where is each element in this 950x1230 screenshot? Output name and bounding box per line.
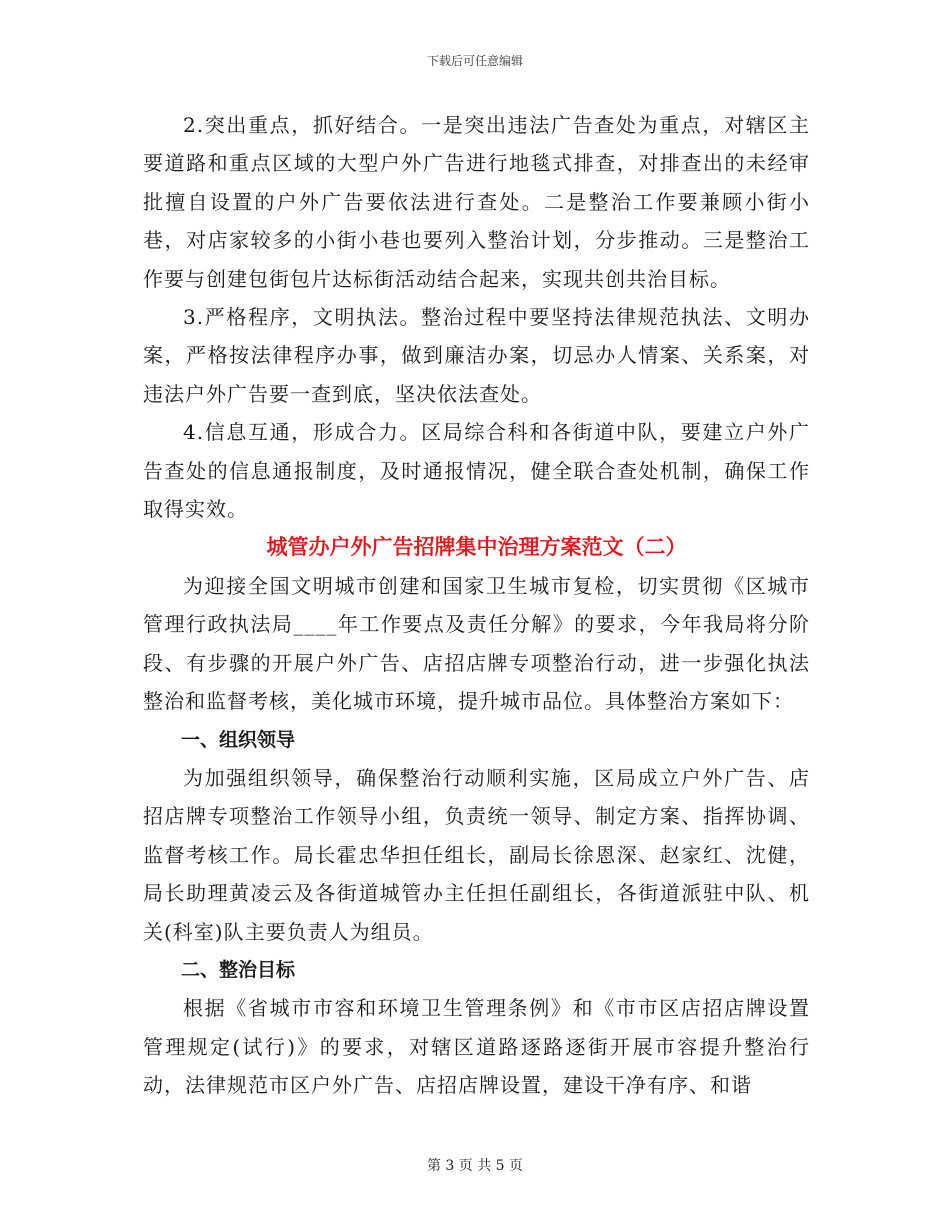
paragraph-point-4: 4.信息互通，形成合力。区局综合科和各街道中队，要建立户外广告查处的信息通报制度，及时通报情况，健全联合查处机制，确保工作取得实效。 (143, 420, 810, 522)
page-header-note: 下载后可任意编辑 (426, 54, 523, 68)
page-number-footer: 第 3 页 共 5 页 (426, 1158, 524, 1174)
paragraph-intro: 为迎接全国文明城市创建和国家卫生城市复检，切实贯彻《区城市管理行政执法局____年工作要点及责任分解》的要求，今年我局将分阶段、有步骤的开展户外广告、店招店牌专项整治行动，进一步强化执法整治和监督考核，美化城市环境，提升城市品位。具体整治方案如下： (143, 573, 810, 714)
paragraph-point-2: 2.突出重点，抓好结合。一是突出违法广告查处为重点，对辖区主要道路和重点区域的大型户外广告进行地毯式排查，对排查出的未经审批擅自设置的户外广告要依法进行查处。二是整治工作要兼顾小街小巷，对店家较多的小街小巷也要列入整治计划，分步推动。三是整治工作要与创建包街包片达标街活动结合起来，实现共创共治目标。 (143, 113, 810, 291)
paragraph-organization: 为加强组织领导，确保整治行动顺利实施，区局成立户外广告、店招店牌专项整治工作领导小组，负责统一领导、制定方案、指挥协调、监督考核工作。局长霍忠华担任组长，副局长徐恩深、赵家红、沈健，局长助理黄凌云及各街道城管办主任担任副组长，各街道派驻中队、机关(科室)队主要负责人为组员。 (143, 765, 810, 944)
document-title: 城管办户外广告招牌集中治理方案范文（二） (266, 535, 687, 560)
document-body (143, 106, 810, 1105)
section-heading-goals: 二、整治目标 (181, 958, 296, 981)
paragraph-point-3: 3.严格程序，文明执法。整治过程中要坚持法律规范执法、文明办案，严格按法律程序办事，做到廉洁办案，切忌办人情案、关系案，对违法户外广告要一查到底，坚决依法查处。 (143, 305, 810, 406)
paragraph-goals: 根据《省城市市容和环境卫生管理条例》和《市市区店招店牌设置管理规定(试行)》的要求，对辖区道路逐路逐街开展市容提升整治行动，法律规范市区户外广告、店招店牌设置，建设干净有序、和谐 (143, 996, 810, 1098)
section-heading-organization: 一、组织领导 (181, 728, 296, 751)
